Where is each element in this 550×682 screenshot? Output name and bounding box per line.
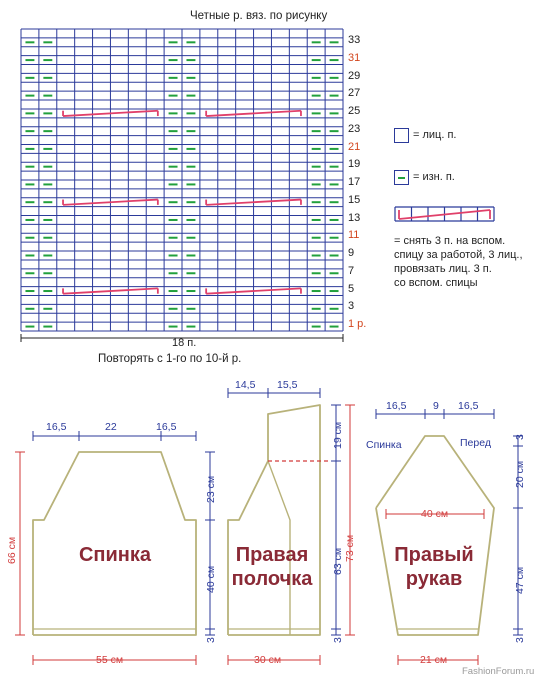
front-right-dim-2: 63 см [332,547,344,575]
row-number: 13 [348,211,361,224]
row-number: 15 [348,193,361,206]
legend-cable-line-3: провязать лиц. 3 п. [394,263,492,275]
row-number: 29 [348,69,361,82]
back-top-dim-2: 22 [105,421,117,433]
front-left-dim: 73 см [344,534,356,562]
repeat-note: Повторять с 1-го по 10-й р. [98,353,242,365]
row-number: 27 [348,87,361,100]
legend-purl: = изн. п. [413,171,455,183]
row-number: 19 [348,158,361,171]
row-number: 7 [348,264,355,277]
front-right-dim-3: 3 [332,637,344,643]
back-right-dim-2: 40 см [205,565,217,593]
back-label: Спинка [78,544,152,566]
row-number: 3 [348,300,355,313]
front-right-dim-1: 19 см [332,421,344,449]
sleeve-right-dim-2: 20 см [514,460,526,488]
sleeve-label-line-2: рукав [405,568,463,590]
sleeve-label-line-1: Правый [394,544,474,566]
sleeve-top-dim-1: 16,5 [386,400,407,412]
front-outline [228,405,320,635]
sleeve-outline [376,436,494,635]
back-left-dim: 66 см [6,536,18,564]
sleeve-right-dim-4: 3 [514,637,526,643]
row-number: 11 [348,229,360,242]
row-number: 17 [348,176,361,189]
purl-symbol [394,170,409,185]
row-number: 25 [348,105,361,118]
row-number: 31 [348,51,361,64]
legend-cable-line-1: = снять 3 п. на вспом. [394,235,506,247]
front-top-dim-2: 15,5 [277,379,298,391]
row-number: 23 [348,122,361,135]
row-number: 33 [348,34,361,46]
back-right-dim-1: 23 см [205,475,217,503]
knit-symbol [394,128,409,143]
sleeve-top-dim-2: 9 [433,400,439,412]
chart-title: Четные р. вяз. по рисунку [190,10,328,22]
sleeve-right-dim-1: 3 [514,434,526,440]
row-number: 5 [348,282,355,295]
sleeve-right-dim-3: 47 см [514,566,526,594]
front-top-dim-1: 14,5 [235,379,256,391]
legend-knit: = лиц. п. [413,129,457,141]
front-label-line-1: Правая [235,544,309,566]
back-right-dim-3: 3 [205,637,217,643]
width-label: 18 п. [172,337,197,349]
row-number: 1 р. [348,318,367,331]
sleeve-top-dim-3: 16,5 [458,400,479,412]
row-number: 9 [348,247,355,260]
watermark: FashionForum.ru [462,666,535,677]
front-label-line-2: полочка [231,568,313,590]
sleeve-back-side-text: Спинка [366,439,402,451]
legend-cable-line-4: со вспом. спицы [394,277,478,289]
front-bottom-dim: 30 см [254,654,282,666]
sleeve-bottom-dim: 21 см [420,654,448,666]
legend-cable-line-2: спицу за работой, 3 лиц., [394,249,523,261]
sleeve-width-dim: 40 см [421,508,449,520]
sleeve-front-side-text: Перед [460,437,491,449]
back-bottom-dim: 55 см [96,654,124,666]
back-top-dim-3: 16,5 [156,421,177,433]
row-number: 21 [348,140,361,153]
back-top-dim-1: 16,5 [46,421,67,433]
